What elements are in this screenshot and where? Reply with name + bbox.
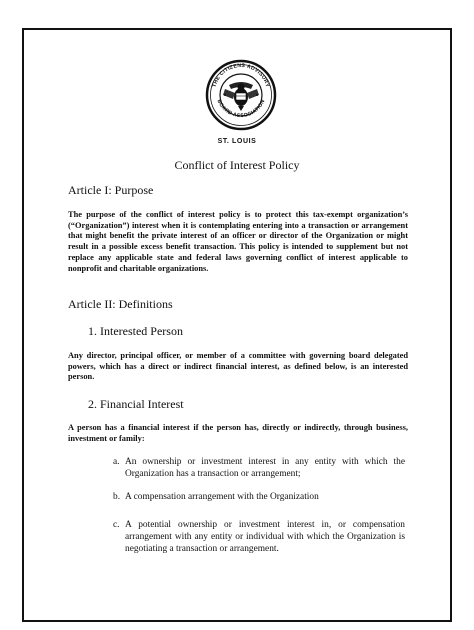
document-title: Conflict of Interest Policy [174, 158, 300, 172]
list-item-text: A compensation arrangement with the Organization [125, 492, 319, 502]
list-marker: c. [113, 520, 120, 530]
list-item [113, 520, 405, 555]
seal-city: ST. LOUIS [217, 138, 257, 145]
seal-ring-text-bottom: BOARD ASSOCIATION [215, 98, 267, 120]
seal-ring-text-top: THE CITIZENS ADVISORY [211, 62, 271, 89]
list-item [113, 492, 405, 504]
list-item-text: A potential ownership or investment interest in, or compensation arrangement with any entity or individual with which the Organization is negotiating a transaction or arrangement. [125, 520, 405, 554]
list-marker: a. [113, 457, 120, 467]
financial-interest-heading: 2. Financial Interest [88, 397, 184, 411]
interested-person-heading: 1. Interested Person [88, 324, 183, 338]
list-item-text: An ownership or investment interest in any entity with which the Organization has a transaction or arrangement; [125, 457, 405, 479]
financial-interest-body: A person has a financial interest if the person has, directly or indirectly, through business, investment or family: [68, 423, 408, 443]
list-item [113, 457, 405, 481]
organization-seal [205, 55, 277, 133]
eagle-icon [223, 82, 259, 111]
article-1-body: The purpose of the conflict of interest policy is to protect this tax-exempt organization’s (“Organization”) interest when it is contemplating entering into a transaction or arrangement that might benefit the private interest of an officer or director of the Organization or might result in a possible excess benefit transaction. This policy is intended to supplement but not replace any applicable state and federal laws governing conflict of interest applicable to nonprofit and charitable organizations. [68, 210, 408, 273]
list-marker: b. [113, 492, 121, 502]
interested-person-body: Any director, principal officer, or member of a committee with governing board delegated powers, which has a direct or indirect financial interest, as defined below, is an interested person. [68, 351, 408, 382]
article-1-heading: Article I: Purpose [68, 183, 154, 197]
article-2-heading: Article II: Definitions [68, 297, 173, 311]
